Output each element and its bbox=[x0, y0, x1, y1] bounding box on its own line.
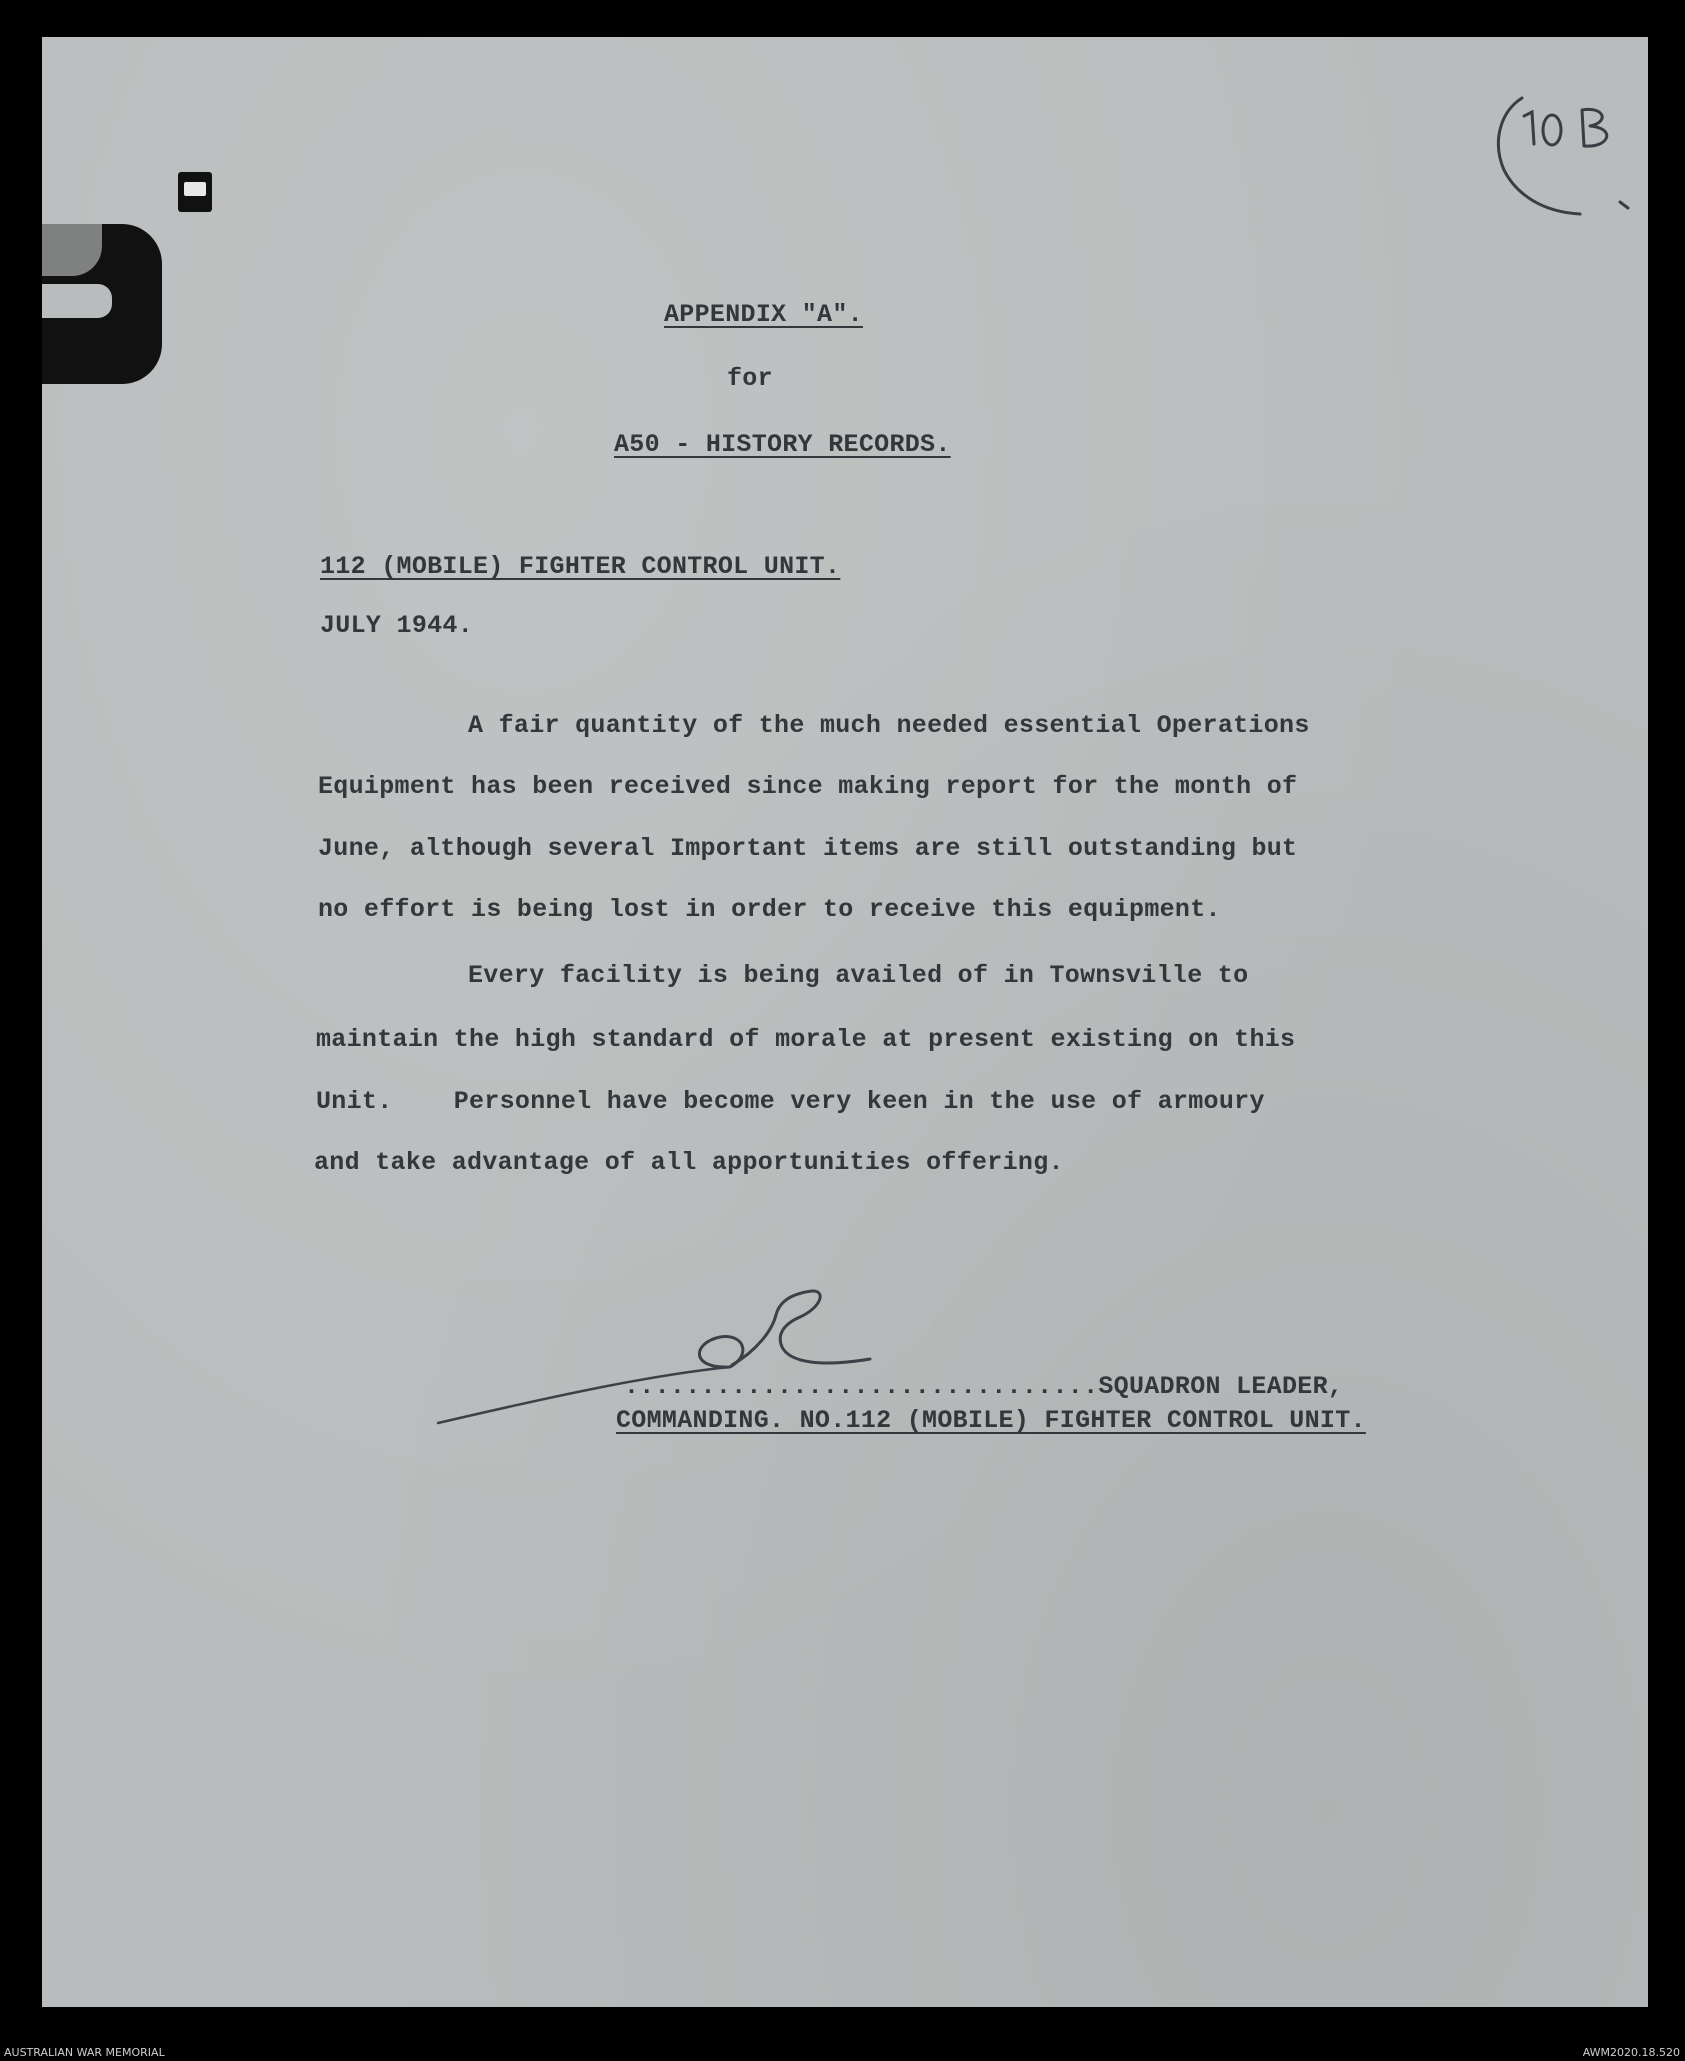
paragraph-2-line-3: Unit. Personnel have become very keen in the use of armoury bbox=[316, 1087, 1265, 1116]
paragraph-1-line-2: Equipment has been received since making report for the month of bbox=[318, 772, 1298, 801]
footer-archive-name: AUSTRALIAN WAR MEMORIAL bbox=[4, 2046, 165, 2059]
report-date: JULY 1944. bbox=[320, 611, 474, 640]
binder-clip-mark bbox=[42, 224, 162, 384]
signature-rank-line: ...............................SQUADRON LEADER, bbox=[624, 1372, 1344, 1401]
punch-hole-mark bbox=[178, 172, 212, 212]
for-line: for bbox=[727, 364, 773, 393]
paragraph-1-line-4: no effort is being lost in order to receive this equipment. bbox=[318, 895, 1221, 924]
paragraph-2-line-2: maintain the high standard of morale at present existing on this bbox=[316, 1025, 1296, 1054]
records-heading: A50 - HISTORY RECORDS. bbox=[614, 430, 951, 459]
paragraph-2-line-1: Every facility is being availed of in Townsville to bbox=[468, 961, 1249, 990]
appendix-heading: APPENDIX "A". bbox=[664, 300, 863, 329]
signature-title-line: COMMANDING. NO.112 (MOBILE) FIGHTER CONTROL UNIT. bbox=[616, 1406, 1366, 1435]
paragraph-1-line-3: June, although several Important items are still outstanding but bbox=[318, 834, 1298, 863]
paragraph-1-line-1: A fair quantity of the much needed essential Operations bbox=[468, 711, 1310, 740]
paper-sheet bbox=[42, 37, 1648, 2007]
unit-title: 112 (MOBILE) FIGHTER CONTROL UNIT. bbox=[320, 552, 841, 581]
footer-catalogue-number: AWM2020.18.520 bbox=[1582, 2046, 1680, 2059]
handwritten-folio-reference bbox=[1492, 92, 1642, 222]
paragraph-2-line-4: and take advantage of all apportunities offering. bbox=[314, 1148, 1064, 1177]
